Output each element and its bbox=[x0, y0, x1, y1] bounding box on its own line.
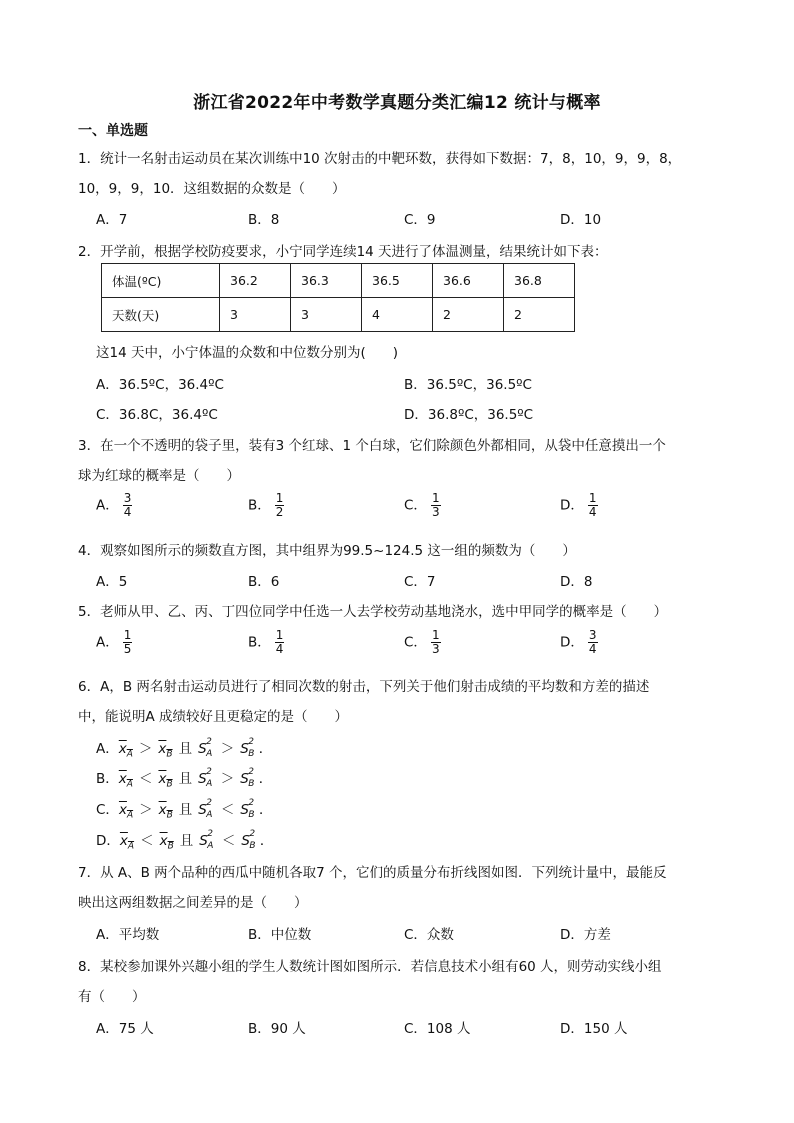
mean-b: $x_B$ bbox=[158, 741, 173, 760]
relation-mean: ＜ bbox=[138, 771, 153, 787]
table-header-cell: 天数(天) bbox=[102, 298, 220, 332]
and-word: 且 bbox=[179, 833, 194, 849]
fraction bbox=[275, 492, 285, 519]
q3-option-a bbox=[96, 492, 132, 519]
page-title: 浙江省2022年中考数学真题分类汇编12 统计与概率 bbox=[193, 93, 601, 113]
q7-stem-line2: 映出这两组数据之间差异的是（ ） bbox=[78, 895, 308, 911]
period: ． bbox=[258, 741, 273, 757]
numerator: 1 bbox=[431, 491, 440, 505]
q1-option-c: C．9 bbox=[404, 212, 436, 228]
table-cell: 36.3 bbox=[291, 264, 362, 298]
numerator: 1 bbox=[275, 491, 284, 505]
denominator: 2 bbox=[275, 505, 284, 519]
relation-variance: ＜ bbox=[221, 833, 236, 849]
q8-option-c: C．108 人 bbox=[404, 1021, 471, 1037]
variance-b: S 2 B bbox=[240, 798, 255, 820]
table-cell: 2 bbox=[433, 298, 504, 332]
temperature-table bbox=[101, 263, 575, 332]
option-label: A． bbox=[96, 634, 119, 651]
table-cell: 4 bbox=[362, 298, 433, 332]
q4-option-d: D．8 bbox=[560, 574, 593, 590]
and-word: 且 bbox=[178, 771, 193, 787]
mean-b: $x_B$ bbox=[158, 802, 173, 821]
mean-a: $x_A$ bbox=[118, 802, 134, 821]
q3-option-b bbox=[248, 492, 284, 519]
option-label: B． bbox=[248, 634, 271, 651]
fraction bbox=[588, 492, 598, 519]
q8-option-a: A．75 人 bbox=[96, 1021, 154, 1037]
table-cell: 36.6 bbox=[433, 264, 504, 298]
q8-stem-line2: 有（ ） bbox=[78, 989, 146, 1005]
relation-mean: ＞ bbox=[138, 741, 153, 757]
q2-stem-line2: 这14 天中，小宁体温的众数和中位数分别为( ) bbox=[96, 345, 399, 361]
variance-a: S 2 A bbox=[198, 767, 213, 789]
period: ． bbox=[258, 802, 273, 818]
mean-b: $x_B$ bbox=[158, 771, 173, 790]
denominator: 4 bbox=[275, 642, 284, 656]
option-label: D． bbox=[560, 634, 584, 651]
relation-mean: ＜ bbox=[140, 833, 154, 849]
table-header-cell: 体温(ºC) bbox=[102, 264, 220, 298]
fraction bbox=[275, 629, 285, 656]
mean-a: $x_A$ bbox=[118, 771, 133, 790]
table-cell: 3 bbox=[291, 298, 362, 332]
option-label: A． bbox=[96, 497, 119, 514]
q4-option-a: A．5 bbox=[96, 574, 128, 590]
q6-option-c bbox=[96, 798, 272, 821]
table-cell: 2 bbox=[504, 298, 575, 332]
mean-a: $x_A$ bbox=[118, 741, 133, 760]
q6-stem-line2: 中，能说明A 成绩较好且更稳定的是（ ） bbox=[78, 709, 349, 725]
relation-variance: ＞ bbox=[220, 771, 235, 787]
q3-option-c bbox=[404, 492, 441, 519]
q2-stem-line1: 2．开学前，根据学校防疫要求，小宁同学连续14 天进行了体温测量，结果统计如下表： bbox=[78, 244, 608, 260]
q7-option-a: A．平均数 bbox=[96, 927, 160, 943]
q5-option-c bbox=[404, 629, 441, 656]
q4-option-c: C．7 bbox=[404, 574, 436, 590]
table-cell: 3 bbox=[220, 298, 291, 332]
q7-option-b: B．中位数 bbox=[248, 927, 312, 943]
option-label: C． bbox=[404, 634, 427, 651]
q8-stem-line1: 8．某校参加课外兴趣小组的学生人数统计图如图所示．若信息技术小组有60 人，则劳动实线小组 bbox=[78, 959, 662, 975]
fraction bbox=[431, 629, 441, 656]
numerator: 3 bbox=[123, 491, 132, 505]
mean-b: $x_B$ bbox=[159, 833, 174, 852]
fraction bbox=[123, 629, 133, 656]
q7-option-c: C．众数 bbox=[404, 927, 454, 943]
variance-b: S 2 B bbox=[240, 767, 255, 789]
fraction bbox=[588, 629, 598, 656]
option-label: C． bbox=[404, 497, 427, 514]
variance-a: S 2 A bbox=[198, 737, 213, 759]
period: ． bbox=[259, 833, 274, 849]
option-label: C． bbox=[96, 802, 119, 818]
and-word: 且 bbox=[178, 741, 193, 757]
denominator: 5 bbox=[123, 642, 132, 656]
relation-variance: ＞ bbox=[220, 741, 235, 757]
option-label: D． bbox=[96, 833, 120, 849]
q3-stem-line2: 球为红球的概率是（ ） bbox=[78, 468, 240, 484]
table-row bbox=[102, 298, 575, 332]
option-label: A． bbox=[96, 741, 119, 757]
q4-option-b: B．6 bbox=[248, 574, 280, 590]
q1-option-a: A．7 bbox=[96, 212, 128, 228]
numerator: 1 bbox=[275, 628, 284, 642]
variance-a: S 2 A bbox=[198, 798, 213, 820]
and-word: 且 bbox=[178, 802, 193, 818]
q7-stem-line1: 7．从 A、B 两个品种的西瓜中随机各取7 个，它们的质量分布折线图如图．下列统计量中，最能反 bbox=[78, 865, 667, 881]
q8-option-d: D．150 人 bbox=[560, 1021, 628, 1037]
fraction bbox=[431, 492, 441, 519]
q2-option-a: A．36.5ºC，36.4ºC bbox=[96, 377, 224, 393]
q3-option-d bbox=[560, 492, 598, 519]
denominator: 4 bbox=[123, 505, 132, 519]
q7-option-d: D．方差 bbox=[560, 927, 611, 943]
option-label: B． bbox=[96, 771, 119, 787]
q4-stem-line1: 4．观察如图所示的频数直方图，其中组界为99.5~124.5 这一组的频数为（ ） bbox=[78, 543, 576, 559]
q6-stem-line1: 6．A，B 两名射击运动员进行了相同次数的射击，下列关于他们射击成绩的平均数和方差的描述 bbox=[78, 679, 650, 695]
numerator: 1 bbox=[588, 491, 597, 505]
mean-a: $x_A$ bbox=[119, 833, 135, 852]
relation-variance: ＜ bbox=[220, 802, 235, 818]
numerator: 1 bbox=[431, 628, 440, 642]
fraction bbox=[123, 492, 133, 519]
q6-option-b bbox=[96, 767, 272, 790]
relation-mean: ＞ bbox=[139, 802, 153, 818]
q8-option-b: B．90 人 bbox=[248, 1021, 306, 1037]
q6-option-a bbox=[96, 737, 272, 760]
denominator: 4 bbox=[588, 505, 597, 519]
q1-option-b: B．8 bbox=[248, 212, 280, 228]
denominator: 3 bbox=[431, 505, 440, 519]
q2-option-d: D．36.8ºC，36.5ºC bbox=[404, 407, 534, 423]
q2-option-c: C．36.8C，36.4ºC bbox=[96, 407, 218, 423]
period: ． bbox=[258, 771, 273, 787]
table-cell: 36.5 bbox=[362, 264, 433, 298]
variance-a: S 2 A bbox=[199, 829, 214, 851]
q5-stem-line1: 5．老师从甲、乙、丙、丁四位同学中任选一人去学校劳动基地浇水，选中甲同学的概率是（ ） bbox=[78, 604, 668, 620]
q2-option-b: B．36.5ºC，36.5ºC bbox=[404, 377, 532, 393]
table-row bbox=[102, 264, 575, 298]
q1-stem-line2: 10，9，9，10．这组数据的众数是（ ） bbox=[78, 181, 346, 197]
q3-stem-line1: 3．在一个不透明的袋子里，装有3 个红球、1 个白球，它们除颜色外都相同，从袋中任意摸出一个 bbox=[78, 438, 666, 454]
q1-option-d: D．10 bbox=[560, 212, 602, 228]
numerator: 3 bbox=[588, 628, 597, 642]
table-cell: 36.8 bbox=[504, 264, 575, 298]
section-heading: 一、单选题 bbox=[78, 123, 148, 139]
variance-b: S 2 B bbox=[241, 829, 256, 851]
q6-option-d bbox=[96, 829, 273, 852]
variance-b: S 2 B bbox=[240, 737, 255, 759]
option-label: B． bbox=[248, 497, 271, 514]
numerator: 1 bbox=[123, 628, 132, 642]
q5-option-d bbox=[560, 629, 598, 656]
option-label: D． bbox=[560, 497, 584, 514]
denominator: 4 bbox=[588, 642, 597, 656]
q5-option-a bbox=[96, 629, 132, 656]
q5-option-b bbox=[248, 629, 284, 656]
q1-stem-line1: 1．统计一名射击运动员在某次训练中10 次射击的中靶环数，获得如下数据：7，8，10，9，9，8， bbox=[78, 151, 682, 167]
denominator: 3 bbox=[431, 642, 440, 656]
table-cell: 36.2 bbox=[220, 264, 291, 298]
